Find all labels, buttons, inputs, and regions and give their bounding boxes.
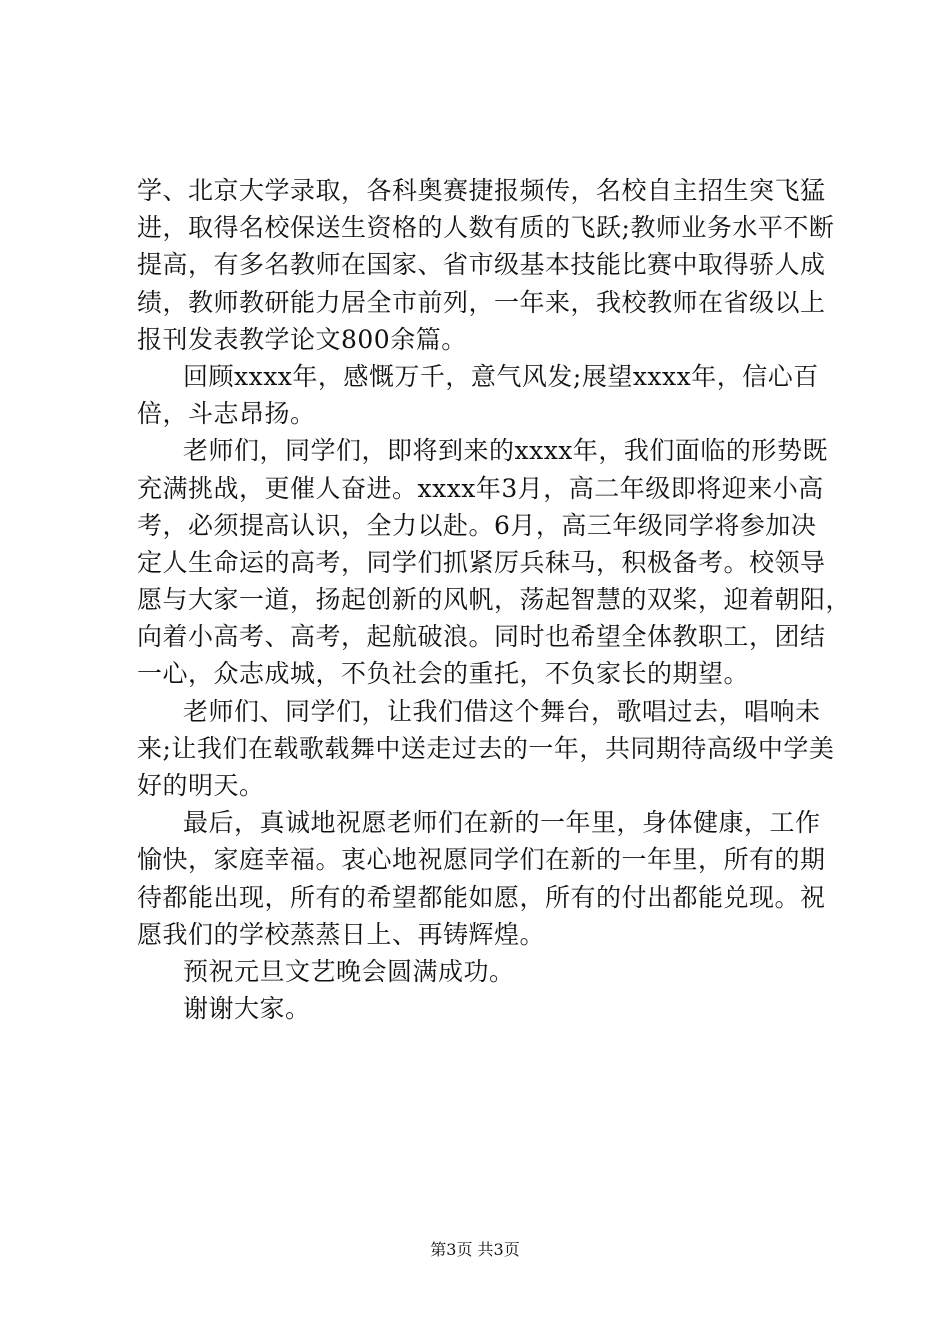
text-line-17: 好的明天。 [137,771,265,800]
text-line-16: 来;让我们在载歌载舞中送走过去的一年，共同期待高级中学美 [137,733,835,763]
text-line-8: 老师们，同学们，即将到来的xxxx年，我们面临的形势既 [183,436,828,466]
text-line-5: 报刊发表教学论文800余篇。 [137,324,467,354]
text-line-4: 绩，教师教研能力居全市前列，一年来，我校教师在省级以上 [137,287,826,317]
text-line-2: 进，取得名校保送生资格的人数有质的飞跃;教师业务水平不断 [137,213,835,243]
text-line-15: 老师们、同学们，让我们借这个舞台，歌唱过去，唱响未 [183,696,821,726]
text-line-21: 愿我们的学校蒸蒸日上、再铸辉煌。 [137,919,546,949]
page-footer [0,1238,950,1262]
text-line-9: 充满挑战，更催人奋进。xxxx年3月，高二年级即将迎来小高 [137,473,824,503]
text-line-1: 学、北京大学录取，各科奥赛捷报频传，名校自主招生突飞猛 [137,176,826,205]
text-line-10: 考，必须提高认识，全力以赴。6月，高三年级同学将参加决 [137,510,817,540]
text-line-19: 愉快，家庭幸福。衷心地祝愿同学们在新的一年里，所有的期 [137,845,826,875]
text-line-18: 最后，真诚地祝愿老师们在新的一年里，身体健康，工作 [183,808,821,838]
text-line-12: 愿与大家一道，扬起创新的风帆，荡起智慧的双桨，迎着朝阳， [137,585,852,615]
text-line-11: 定人生命运的高考，同学们抓紧厉兵秣马，积极备考。校领导 [137,547,826,577]
text-line-20: 待都能出现，所有的希望都能如愿，所有的付出都能兑现。祝 [137,882,826,912]
text-line-3: 提高，有多名教师在国家、省市级基本技能比赛中取得骄人成 [137,250,826,280]
document-body [137,172,852,1027]
page-number: 第3页 共3页 [430,1240,520,1259]
text-line-14: 一心，众志成城，不负社会的重托，不负家长的期望。 [137,659,750,689]
text-line-13: 向着小高考、高考，起航破浪。同时也希望全体教职工，团结 [137,622,826,652]
text-line-7: 倍，斗志昂扬。 [137,399,316,429]
text-line-6: 回顾xxxx年，感慨万千，意气风发;展望xxxx年，信心百 [183,361,819,391]
text-line-23: 谢谢大家。 [183,994,311,1024]
text-line-22: 预祝元旦文艺晚会圆满成功。 [183,956,515,986]
